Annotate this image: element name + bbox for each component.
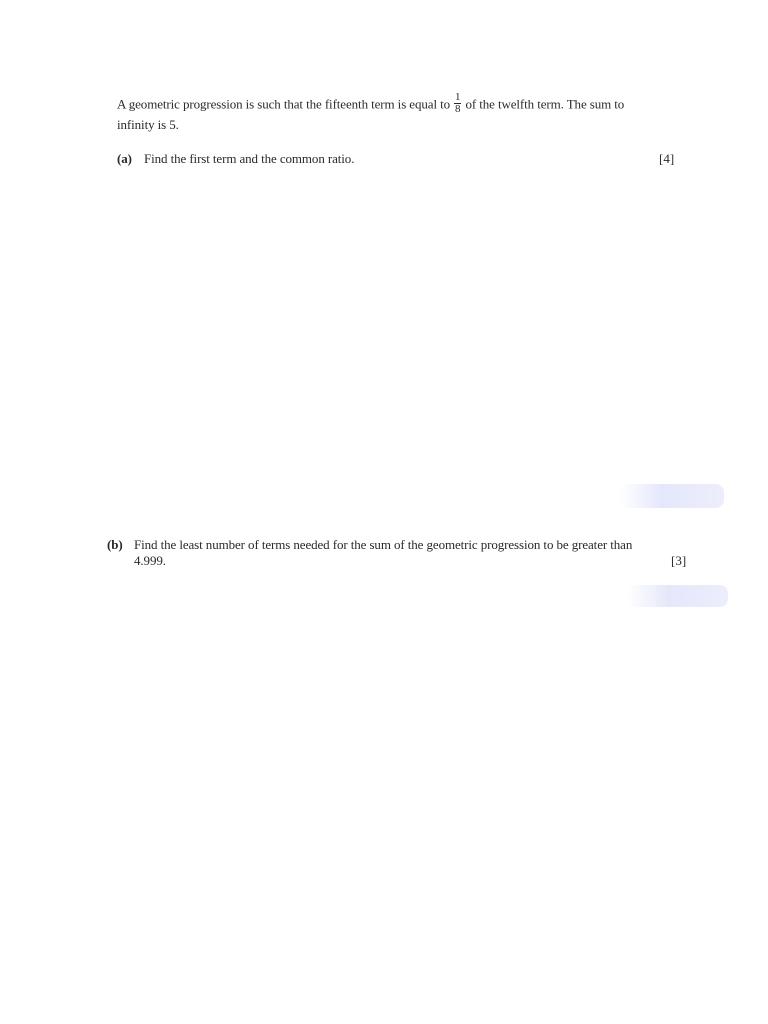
part-b-marks: [3] <box>671 553 687 568</box>
part-a-marks: [4] <box>659 151 675 166</box>
question-intro <box>117 91 677 133</box>
scan-smudge <box>620 484 724 508</box>
fraction-numerator: 1 <box>455 91 461 103</box>
fraction-denominator: 8 <box>455 103 461 115</box>
part-b-line-2: 4.999. <box>134 553 166 568</box>
scan-smudge <box>628 585 728 607</box>
part-b <box>107 537 692 569</box>
part-a-label: (a) <box>117 151 132 166</box>
part-b-label: (b) <box>107 537 123 552</box>
intro-line-2: infinity is 5. <box>117 117 179 132</box>
part-b-text: Find the least number of terms needed for the sum of the geometric progression to be greater than <box>134 537 633 552</box>
part-a <box>117 151 354 167</box>
intro-text-before: A geometric progression is such that the fifteenth term is equal to <box>117 96 451 112</box>
intro-text-after: of the twelfth term. The sum to <box>465 96 625 112</box>
fraction-one-eighth <box>454 92 461 115</box>
part-a-text: Find the first term and the common ratio. <box>144 151 355 166</box>
part-b-line-1 <box>107 537 692 553</box>
intro-line-1 <box>117 91 677 117</box>
